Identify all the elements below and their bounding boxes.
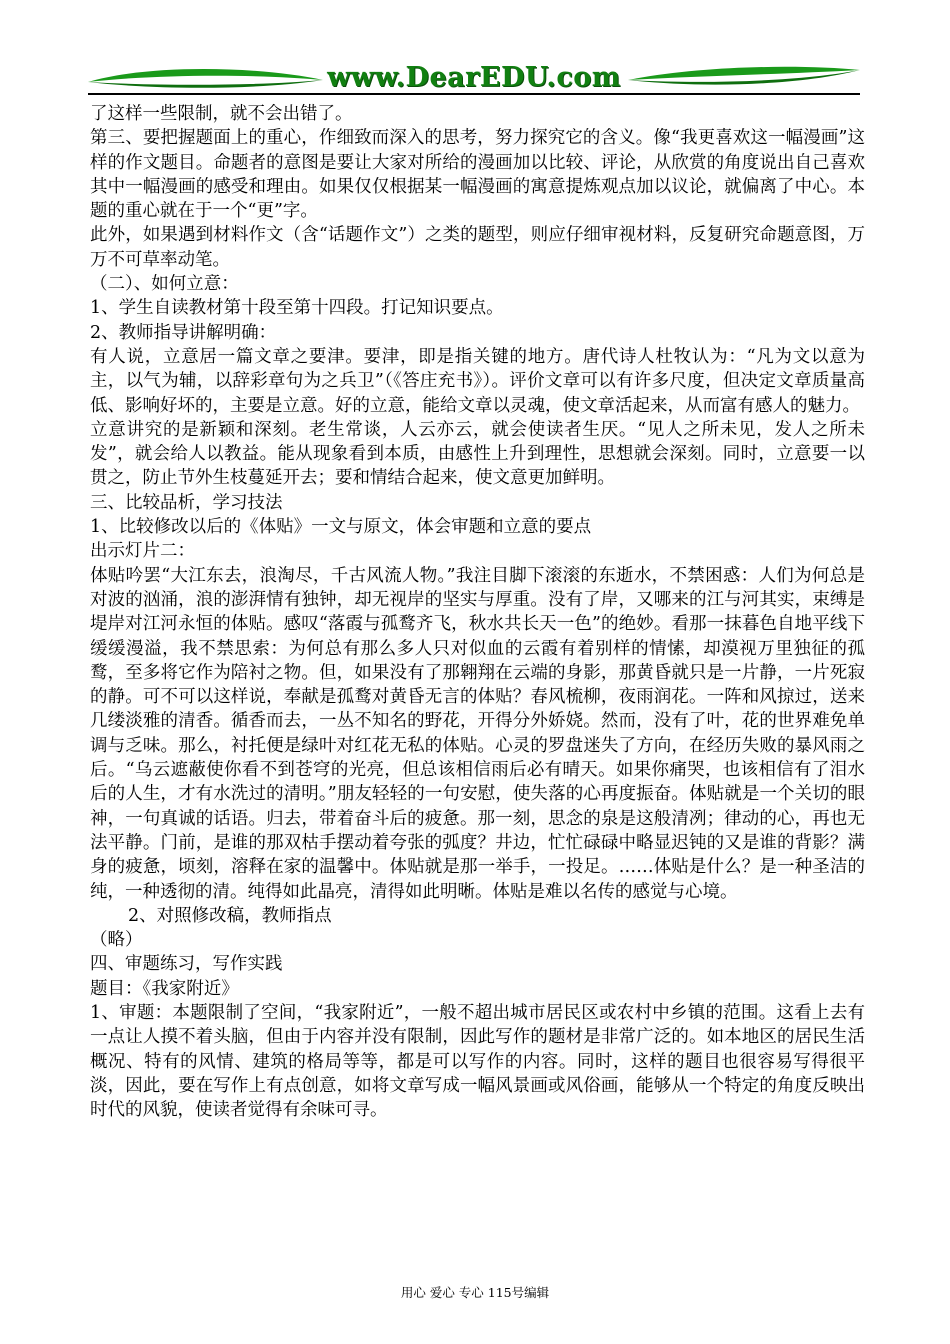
paragraph: 题目：《我家附近》 [90, 978, 239, 999]
paragraph: 此外，如果遇到材料作文（含“话题作文”）之类的题型，则应仔细审视材料，反复研究命题意图，万万不可草率动笔。 [90, 225, 865, 270]
section-heading: （二）、如何立意： [90, 274, 239, 295]
paragraph: 2、教师指导讲解明确： [90, 322, 277, 343]
site-logo-text: www.DearEDU.com [327, 62, 621, 93]
paragraph: 第三、要把握题面上的重心，作细致而深入的思考，努力探究它的含义。像“我更喜欢这一幅漫画”这样的作文题目。命题者的意图是要让大家对所给的漫画加以比较、评论，从欣赏的角度说出自己喜欢其中一幅漫画的感受和理由。如果仅仅根据某一幅漫画的寓意提炼观点加以议论，就偏离了中心。本题的重心就在于一个“更”字。 [90, 128, 865, 222]
paragraph: 了这样一些限制，就不会出错了。 [90, 104, 353, 124]
paragraph: 出示灯片二： [90, 541, 195, 562]
page-footer: 用心 爱心 专心 115号编辑 [400, 1285, 550, 1300]
paragraph: 1、学生自读教材第十段至第十四段。打记知识要点。 [90, 298, 504, 319]
section-heading: 三、比较品析，学习技法 [90, 492, 283, 513]
header-divider [88, 93, 860, 95]
paragraph: 有人说，立意居一篇文章之要津。要津，即是指关键的地方。唐代诗人杜牧认为：“凡为文以意为主，以气为辅，以辞彩章句为之兵卫”（《答庄充书》）。评价文章可以有许多尺度，但决定文章质量高低、影响好坏的，主要是立意。好的立意，能给文章以灵魂，使文章活起来，从而富有感人的魅力。 [90, 346, 865, 416]
paragraph: 1、比较修改以后的《体贴》一文与原文，体会审题和立意的要点 [90, 517, 592, 538]
document-body [90, 102, 865, 1122]
site-header-banner [88, 60, 860, 96]
paragraph: 1、审题：本题限制了空间，“我家附近”，一般不超出城市居民区或农村中乡镇的范围。这看上去有一点让人摸不着头脑，但由于内容并没有限制，因此写作的题材是非常广泛的。如本地区的居民生活概况、特有的风情、建筑的格局等等，都是可以写作的内容。同时，这样的题目也很容易写得很平淡，因此，要在写作上有点创意，如将文章写成一幅风景画或风俗画，能够从一个特定的角度反映出时代的风貌，使读者觉得有余味可寻。 [90, 1002, 865, 1121]
paragraph: 立意讲究的是新颖和深刻。老生常谈，人云亦云，就会使读者生厌。“见人之所未见，发人之所未发”，就会给人以教益。能从现象看到本质，由感性上升到理性，思想就会深刻。同时，立意要一以贯之，防止节外生枝蔓延开去；要和情结合起来，使文意更加鲜明。 [90, 419, 865, 489]
essay-paragraph: 体贴吟罢“大江东去，浪淘尽，千古风流人物。”我注目脚下滚滚的东逝水，不禁困惑：人们为何总是对波的汹涌，浪的澎湃情有独钟，却无视岸的坚实与厚重。没有了岸，又哪来的江与河其实，束缚是堤岸对江河永恒的体贴。感叹“落霞与孤鹜齐飞，秋水共长天一色”的绝妙。看那一抹暮色自地平线下缓缓漫溢，我不禁思索：为何总有那么多人只对似血的云霞有着别样的情愫，却漠视万里独征的孤鹜，至多将它作为陪衬之物。但，如果没有了那翱翔在云端的身影，那黄昏就只是一片静，一片死寂的静。可不可以这样说，奉献是孤鹜对黄昏无言的体贴？春风梳柳，夜雨润花。一阵和风掠过，送来几缕淡雅的清香。循香而去，一丛不知名的野花，开得分外娇娆。然而，没有了叶，花的世界难免单调与乏味。那么，衬托便是绿叶对红花无私的体贴。心灵的罗盘迷失了方向，在经历失败的暴风雨之后。“乌云遮蔽使你看不到苍穹的光亮，但总该相信雨后必有晴天。如果你痛哭，也该相信有了泪水后的人生，才有水洗过的清明。”朋友轻轻的一句安慰，使失落的心再度振奋。体贴就是一个关切的眼神，一句真诚的话语。归去，带着奋斗后的疲惫。那一刻，思念的泉是这般清冽；律动的心，再也无法平静。门前，是谁的那双枯手摆动着夸张的弧度？井边，忙忙碌碌中略显迟钝的又是谁的背影？满身的疲惫，顷刻，溶释在家的温馨中。体贴就是那一举手，一投足。……体贴是什么？是一种圣洁的纯，一种透彻的清。纯得如此晶亮，清得如此明晰。体贴是难以名传的感觉与心境。 [90, 565, 865, 902]
paragraph: （略） [90, 930, 143, 951]
section-heading: 四、审题练习，写作实践 [90, 954, 283, 975]
paragraph: 2、对照修改稿，教师指点 [128, 905, 332, 926]
